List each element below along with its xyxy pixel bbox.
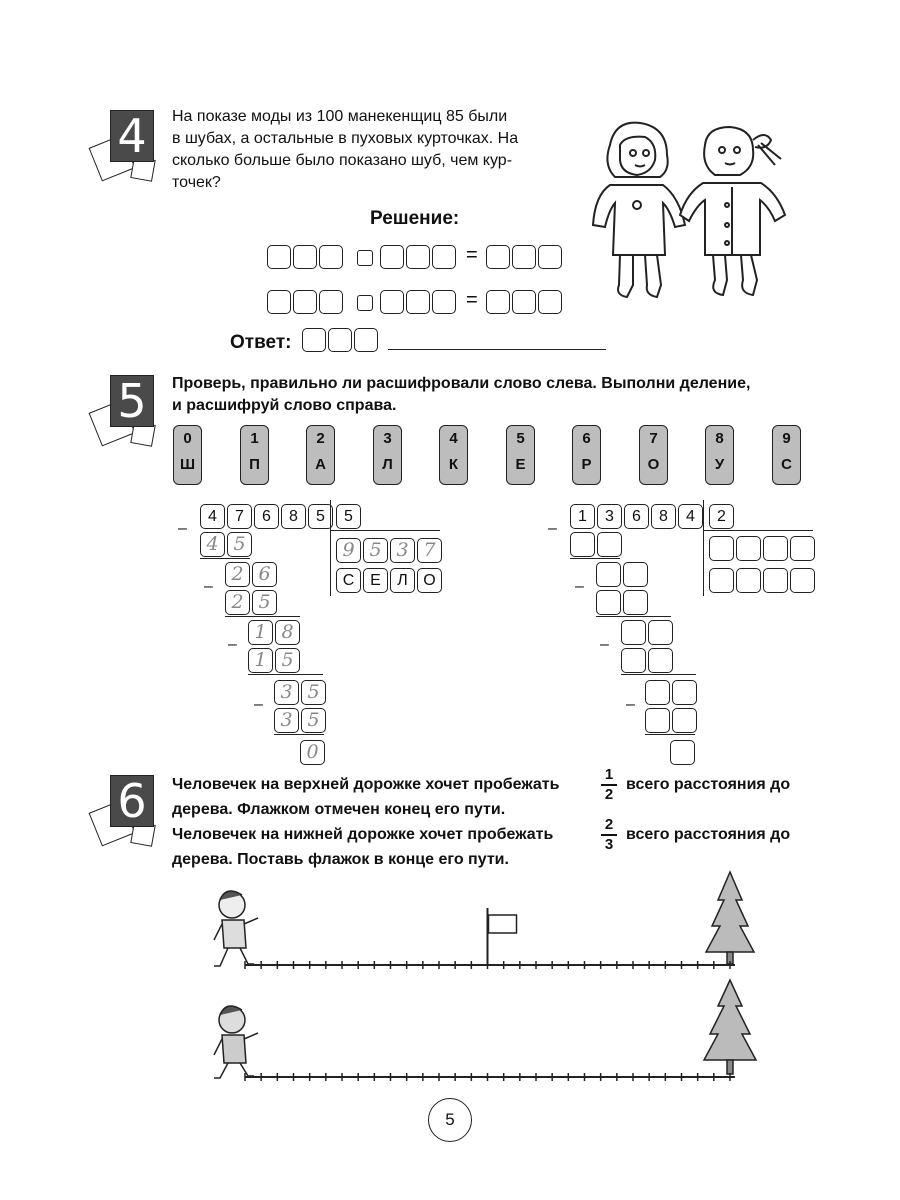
step-cell[interactable]: [597, 532, 622, 557]
step-cell[interactable]: [621, 620, 646, 645]
answer-cell[interactable]: [354, 328, 378, 352]
dividend-digit: 1: [570, 504, 595, 529]
answer-cell[interactable]: [432, 290, 456, 314]
task-6-line-4: дерева. Поставь флажок в конце его пути.: [172, 851, 509, 868]
cipher-key: [173, 425, 202, 485]
division-step: [274, 708, 328, 733]
task-5-line: и расшифруй слово справа.: [172, 397, 397, 414]
equation-row-2: [380, 290, 458, 314]
step-cell[interactable]: [596, 562, 621, 587]
cipher-key: [772, 425, 801, 485]
step-digit: 3: [274, 708, 299, 733]
equation-row-1: [486, 245, 564, 269]
key-letter: Л: [382, 456, 393, 473]
key-digit: 6: [582, 430, 591, 447]
step-line: [248, 674, 323, 675]
word-cell[interactable]: [736, 568, 761, 593]
key-digit: 2: [316, 430, 325, 447]
fraction-numerator: 2: [604, 816, 614, 833]
tree-bottom: [704, 980, 756, 1074]
key-digit: 3: [383, 430, 392, 447]
runner-top: [214, 891, 258, 966]
task-4-line: точек?: [172, 174, 221, 191]
dividend-digit: 4: [678, 504, 703, 529]
divisor-digit: 2: [709, 504, 734, 529]
quotient-cell[interactable]: [763, 536, 788, 561]
dividend-digit: 6: [624, 504, 649, 529]
answer-cell[interactable]: [538, 290, 562, 314]
dividend-digit: 6: [254, 504, 279, 529]
dividend-cells: [200, 504, 335, 529]
fraction-numerator: 1: [604, 766, 614, 783]
equals-sign: =: [466, 289, 478, 311]
remainder-digit: 0: [300, 740, 325, 765]
answer-cell[interactable]: [293, 290, 317, 314]
task-4-number: 4: [110, 110, 154, 162]
division-bar: [703, 500, 704, 596]
division-step: [248, 648, 302, 673]
step-cell[interactable]: [648, 648, 673, 673]
quotient-cell[interactable]: [790, 536, 815, 561]
dividend-cells: [570, 504, 705, 529]
answer-cell[interactable]: [512, 245, 536, 269]
step-digit: 5: [227, 532, 252, 557]
task-6-line-1b: всего расстояния до: [626, 776, 791, 793]
cipher-key: [373, 425, 402, 485]
tree-top: [706, 872, 754, 964]
key-digit: 0: [183, 430, 192, 447]
step-digit: 4: [200, 532, 225, 557]
minus-sign: –: [204, 578, 213, 595]
step-cell[interactable]: [596, 590, 621, 615]
minus-sign: –: [228, 636, 237, 653]
step-digit: 1: [248, 648, 273, 673]
operator-box[interactable]: [357, 250, 373, 266]
key-letter: Ш: [179, 456, 196, 473]
dividend-digit: 8: [651, 504, 676, 529]
cipher-key: [240, 425, 269, 485]
equation-row-2: [486, 290, 564, 314]
step-line: [645, 734, 695, 735]
step-digit: 5: [301, 680, 326, 705]
quotient-digit: 3: [390, 538, 415, 563]
answer-label: Ответ:: [230, 332, 292, 353]
step-cell[interactable]: [645, 708, 670, 733]
task-5-number: 5: [110, 375, 154, 427]
equals-sign: =: [466, 244, 478, 266]
answer-cell[interactable]: [267, 290, 291, 314]
dividend-digit: 4: [200, 504, 225, 529]
step-digit: 5: [301, 708, 326, 733]
key-letter: О: [647, 456, 660, 473]
answer-cell[interactable]: [293, 245, 317, 269]
tracks-figure: [190, 860, 760, 1100]
quotient-cell[interactable]: [709, 536, 734, 561]
step-digit: 6: [252, 562, 277, 587]
step-line: [570, 558, 620, 559]
step-digit: 8: [275, 620, 300, 645]
divisor-cells: [336, 504, 363, 529]
operator-box[interactable]: [357, 295, 373, 311]
task-4-line: сколько больше было показано шуб, чем кур-: [172, 152, 513, 169]
cipher-key: [439, 425, 468, 485]
answer-cell[interactable]: [328, 328, 352, 352]
word-letter: С: [336, 568, 361, 593]
key-letter: П: [249, 456, 260, 473]
step-digit: 3: [274, 680, 299, 705]
word-letter: Л: [390, 568, 415, 593]
quotient-cell[interactable]: [736, 536, 761, 561]
equation-row-2: [267, 290, 345, 314]
key-letter: Е: [515, 456, 526, 473]
step-cell[interactable]: [672, 680, 697, 705]
word-cell[interactable]: [763, 568, 788, 593]
division-step: [645, 680, 699, 705]
answer-line[interactable]: [388, 349, 606, 350]
word-cell[interactable]: [790, 568, 815, 593]
girls-illustration: [575, 115, 800, 310]
key-digit: 8: [715, 430, 724, 447]
key-digit: 5: [516, 430, 525, 447]
quotient-digit: 5: [363, 538, 388, 563]
page-number-circle: [428, 1098, 472, 1142]
flag-cloth: [489, 915, 517, 933]
task-6-line-2: дерева. Флажком отмечен конец его пути.: [172, 801, 506, 818]
track-top: [245, 961, 735, 969]
step-line: [225, 616, 300, 617]
decoded-word-cells: [336, 568, 444, 593]
step-cell[interactable]: [648, 620, 673, 645]
solution-label: Решение:: [370, 208, 460, 229]
key-letter: У: [714, 456, 725, 473]
quotient-digit: 7: [417, 538, 442, 563]
fraction-two-thirds: [601, 817, 617, 853]
dividend-digit: 3: [597, 504, 622, 529]
division-step: [225, 562, 279, 587]
step-cell[interactable]: [623, 590, 648, 615]
fraction-one-half: [601, 767, 617, 803]
answer-cell[interactable]: [486, 290, 510, 314]
task-6-text: Человечек на верхней дорожке хочет пробежать: [172, 776, 560, 793]
task-5-line: Проверь, правильно ли расшифровали слово слева. Выполни деление,: [172, 375, 751, 392]
answer-cells: [302, 328, 380, 352]
division-step: [596, 562, 650, 587]
quotient-cells: [336, 538, 444, 563]
answer-cell[interactable]: [267, 245, 291, 269]
minus-sign: –: [600, 636, 609, 653]
equation-row-1: [380, 245, 458, 269]
task-6-line-3b: всего расстояния до: [626, 826, 791, 843]
task-4-line: На показе моды из 100 манекенщиц 85 были: [172, 108, 508, 125]
division-step: [596, 590, 650, 615]
division-remainder: [300, 740, 327, 765]
division-remainder: [670, 740, 697, 765]
key-digit: 9: [782, 430, 791, 447]
task-4-line: в шубах, а остальные в пуховых курточках. На: [172, 130, 519, 147]
task-4-badge: [92, 110, 172, 190]
division-step: [621, 620, 675, 645]
quotient-digit: 9: [336, 538, 361, 563]
answer-cell[interactable]: [406, 290, 430, 314]
cipher-key: [705, 425, 734, 485]
key-letter: С: [781, 456, 792, 473]
track-bottom: [245, 1073, 735, 1081]
key-letter: Р: [581, 456, 592, 473]
decoded-word-cells: [709, 568, 817, 593]
task-6-badge: [92, 775, 172, 855]
flag-marker: [488, 908, 517, 965]
division-step: [621, 648, 675, 673]
runner-bottom: [214, 1006, 258, 1078]
answer-cell[interactable]: [302, 328, 326, 352]
word-letter: О: [417, 568, 442, 593]
step-digit: 5: [252, 590, 277, 615]
division-step: [248, 620, 302, 645]
task-6-number: 6: [110, 775, 154, 827]
cipher-key: [506, 425, 535, 485]
task-6-line-3: Человечек на нижней дорожке хочет пробежать: [172, 826, 554, 843]
division-step: [645, 708, 699, 733]
answer-cell[interactable]: [380, 290, 404, 314]
word-letter: Е: [363, 568, 388, 593]
step-cell[interactable]: [672, 708, 697, 733]
division-step: [570, 532, 624, 557]
division-bar: [330, 530, 440, 531]
divisor-cells: [709, 504, 736, 529]
answer-cell[interactable]: [538, 245, 562, 269]
fraction-denominator: 3: [604, 836, 614, 853]
cipher-key: [572, 425, 601, 485]
step-line: [274, 734, 324, 735]
step-cell[interactable]: [645, 680, 670, 705]
minus-sign: –: [254, 696, 263, 713]
task-4-text: [172, 106, 562, 194]
word-cell[interactable]: [709, 568, 734, 593]
key-digit: 4: [449, 430, 458, 447]
step-digit: 1: [248, 620, 273, 645]
answer-cell[interactable]: [512, 290, 536, 314]
quotient-cells: [709, 536, 817, 561]
key-letter: К: [448, 456, 459, 473]
answer-cell[interactable]: [486, 245, 510, 269]
step-digit: 2: [225, 562, 250, 587]
division-step: [274, 680, 328, 705]
step-line: [621, 674, 696, 675]
step-digit: 5: [275, 648, 300, 673]
key-digit: 7: [649, 430, 658, 447]
key-letter: А: [315, 456, 326, 473]
answer-cell[interactable]: [380, 245, 404, 269]
division-step: [225, 590, 279, 615]
step-cell[interactable]: [621, 648, 646, 673]
dividend-digit: 7: [227, 504, 252, 529]
step-line: [596, 616, 671, 617]
dividend-digit: 8: [281, 504, 306, 529]
dividend-digit: 5: [308, 504, 333, 529]
minus-sign: –: [548, 520, 557, 537]
minus-sign: –: [626, 696, 635, 713]
step-cell[interactable]: [623, 562, 648, 587]
step-cell[interactable]: [570, 532, 595, 557]
answer-cell[interactable]: [319, 245, 343, 269]
step-line: [200, 558, 250, 559]
page-number: 5: [445, 1110, 455, 1129]
cipher-key: [639, 425, 668, 485]
answer-cell[interactable]: [319, 290, 343, 314]
minus-sign: –: [575, 578, 584, 595]
minus-sign: –: [178, 520, 187, 537]
divisor-digit: 5: [336, 504, 361, 529]
answer-cell[interactable]: [432, 245, 456, 269]
answer-cell[interactable]: [406, 245, 430, 269]
remainder-cell[interactable]: [670, 740, 695, 765]
equation-row-1: [267, 245, 345, 269]
cipher-key: [306, 425, 335, 485]
step-digit: 2: [225, 590, 250, 615]
division-bar: [703, 530, 813, 531]
division-step: [200, 532, 254, 557]
task-5-text: [172, 373, 822, 417]
task-5-badge: [92, 375, 172, 455]
division-bar: [330, 500, 331, 596]
key-digit: 1: [250, 430, 259, 447]
fraction-denominator: 2: [604, 786, 614, 803]
